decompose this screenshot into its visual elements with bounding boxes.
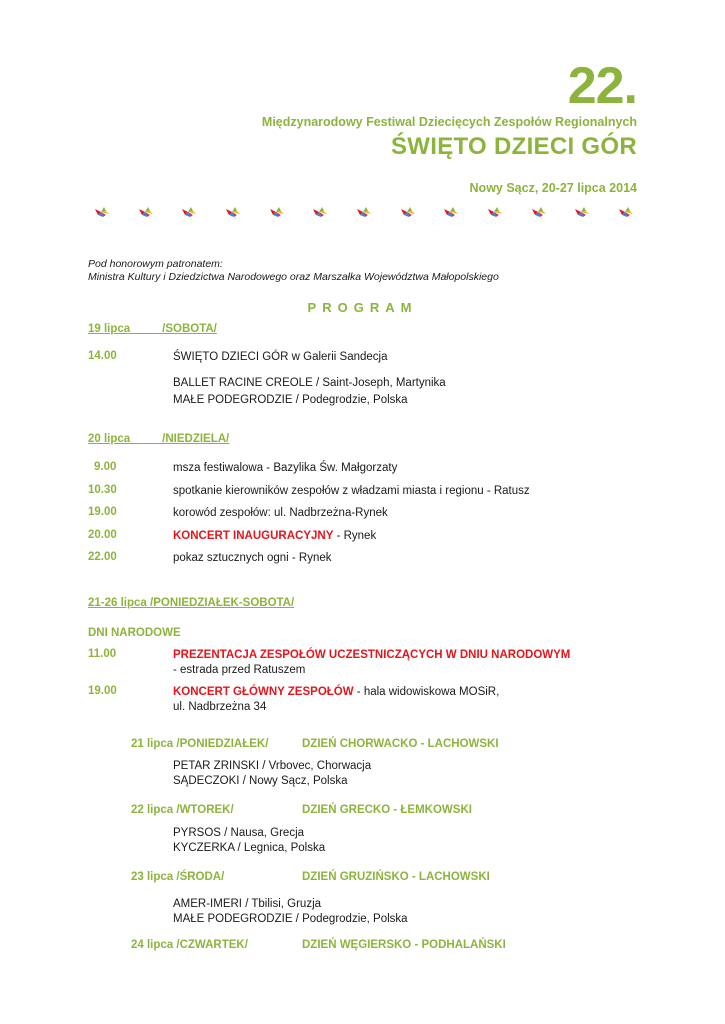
- event-time: 19.00: [88, 685, 117, 697]
- national-day-theme: DZIEŃ WĘGIERSKO - PODHALAŃSKI: [302, 939, 506, 951]
- event-text: korowód zespołów: ul. Nadbrzeżna-Rynek: [173, 507, 388, 519]
- program-heading: PROGRAM: [307, 300, 418, 315]
- event-text: msza festiwalowa - Bazylika Św. Małgorzaty: [173, 462, 398, 474]
- event-time: 9.00: [94, 461, 117, 473]
- bird-icon: [181, 206, 197, 218]
- main-concert-location: - hala widowiskowa MOSiR,: [353, 686, 500, 698]
- bird-icon: [269, 206, 285, 218]
- patronage-label: Pod honorowym patronatem:: [88, 258, 223, 270]
- event-time: 14.00: [88, 350, 117, 362]
- festival-subtitle: Międzynarodowy Festiwal Dziecięcych Zespołów Regionalnych: [261, 115, 637, 129]
- national-day-theme: DZIEŃ GRUZIŃSKO - LACHOWSKI: [302, 871, 490, 883]
- presentation-highlight: PREZENTACJA ZESPOŁÓW UCZESTNICZĄCYCH W DNIU NARODOWYM: [173, 649, 571, 661]
- group-line: PETAR ZRINSKI / Vrbovec, Chorwacja: [173, 760, 372, 772]
- bird-icon: [531, 206, 547, 218]
- bird-icon: [487, 206, 503, 218]
- national-day-theme: DZIEŃ GRECKO - ŁEMKOWSKI: [302, 804, 472, 816]
- event-time: 11.00: [88, 648, 117, 660]
- national-day: 21 lipca /PONIEDZIAŁEK/: [131, 738, 269, 750]
- event-time: 22.00: [88, 551, 117, 563]
- edition-number: 22.: [567, 57, 637, 115]
- day-heading-20: 20 lipca /NIEDZIELA/: [88, 433, 230, 445]
- bird-icon: [400, 206, 416, 218]
- national-day: 24 lipca /CZWARTEK/: [131, 939, 248, 951]
- patronage-text: Ministra Kultury i Dziedzictwa Narodowego oraz Marszałka Województwa Małopolskiego: [88, 271, 499, 283]
- group-line: MAŁE PODEGRODZIE / Podegrodzie, Polska: [173, 913, 408, 925]
- patronage: [88, 258, 499, 284]
- group-line: BALLET RACINE CREOLE / Saint-Joseph, Martynika: [173, 377, 446, 389]
- group-line: AMER-IMERI / Tbilisi, Gruzja: [173, 898, 322, 910]
- event-text: pokaz sztucznych ogni - Rynek: [173, 552, 332, 564]
- bird-icon: [574, 206, 590, 218]
- event-text: spotkanie kierowników zespołów z władzami miasta i regionu - Ratusz: [173, 485, 530, 497]
- bird-icon: [138, 206, 154, 218]
- group-line: MAŁE PODEGRODZIE / Podegrodzie, Polska: [173, 394, 408, 406]
- event-text: ŚWIĘTO DZIECI GÓR w Galerii Sandecja: [173, 351, 388, 363]
- bird-icon: [443, 206, 459, 218]
- festival-title: ŚWIĘTO DZIECI GÓR: [390, 133, 637, 160]
- place-date: Nowy Sącz, 20-27 lipca 2014: [469, 181, 637, 195]
- national-day-theme: DZIEŃ CHORWACKO - LACHOWSKI: [302, 738, 499, 750]
- event-time: 10.30: [88, 484, 117, 496]
- bird-ornament-row: [94, 206, 634, 218]
- event-text-line2: ul. Nadbrzeżna 34: [173, 701, 267, 713]
- event-time: 20.00: [88, 529, 117, 541]
- group-line: PYRSOS / Nausa, Grecja: [173, 827, 305, 839]
- main-concert-highlight: KONCERT GŁÓWNY ZESPOŁÓW: [173, 686, 354, 698]
- bird-icon: [94, 206, 110, 218]
- week-heading: 21-26 lipca /PONIEDZIAŁEK-SOBOTA/: [88, 597, 295, 609]
- bird-icon: [312, 206, 328, 218]
- national-day: 23 lipca /ŚRODA/: [131, 871, 225, 883]
- concert-highlight: KONCERT INAUGURACYJNY: [173, 530, 334, 542]
- event-time: 19.00: [88, 506, 117, 518]
- group-line: SĄDECZOKI / Nowy Sącz, Polska: [173, 775, 348, 787]
- event-text-line2: - estrada przed Ratuszem: [173, 664, 306, 676]
- bird-icon: [225, 206, 241, 218]
- concert-location: - Rynek: [333, 530, 377, 542]
- bird-icon: [356, 206, 372, 218]
- national-day: 22 lipca /WTOREK/: [131, 804, 234, 816]
- event-text: [173, 528, 376, 545]
- bird-icon: [618, 206, 634, 218]
- national-days-label: DNI NARODOWE: [88, 627, 181, 639]
- festival-header: [261, 57, 637, 195]
- day-heading-19: 19 lipca /SOBOTA/: [88, 323, 217, 335]
- group-line: KYCZERKA / Legnica, Polska: [173, 842, 326, 854]
